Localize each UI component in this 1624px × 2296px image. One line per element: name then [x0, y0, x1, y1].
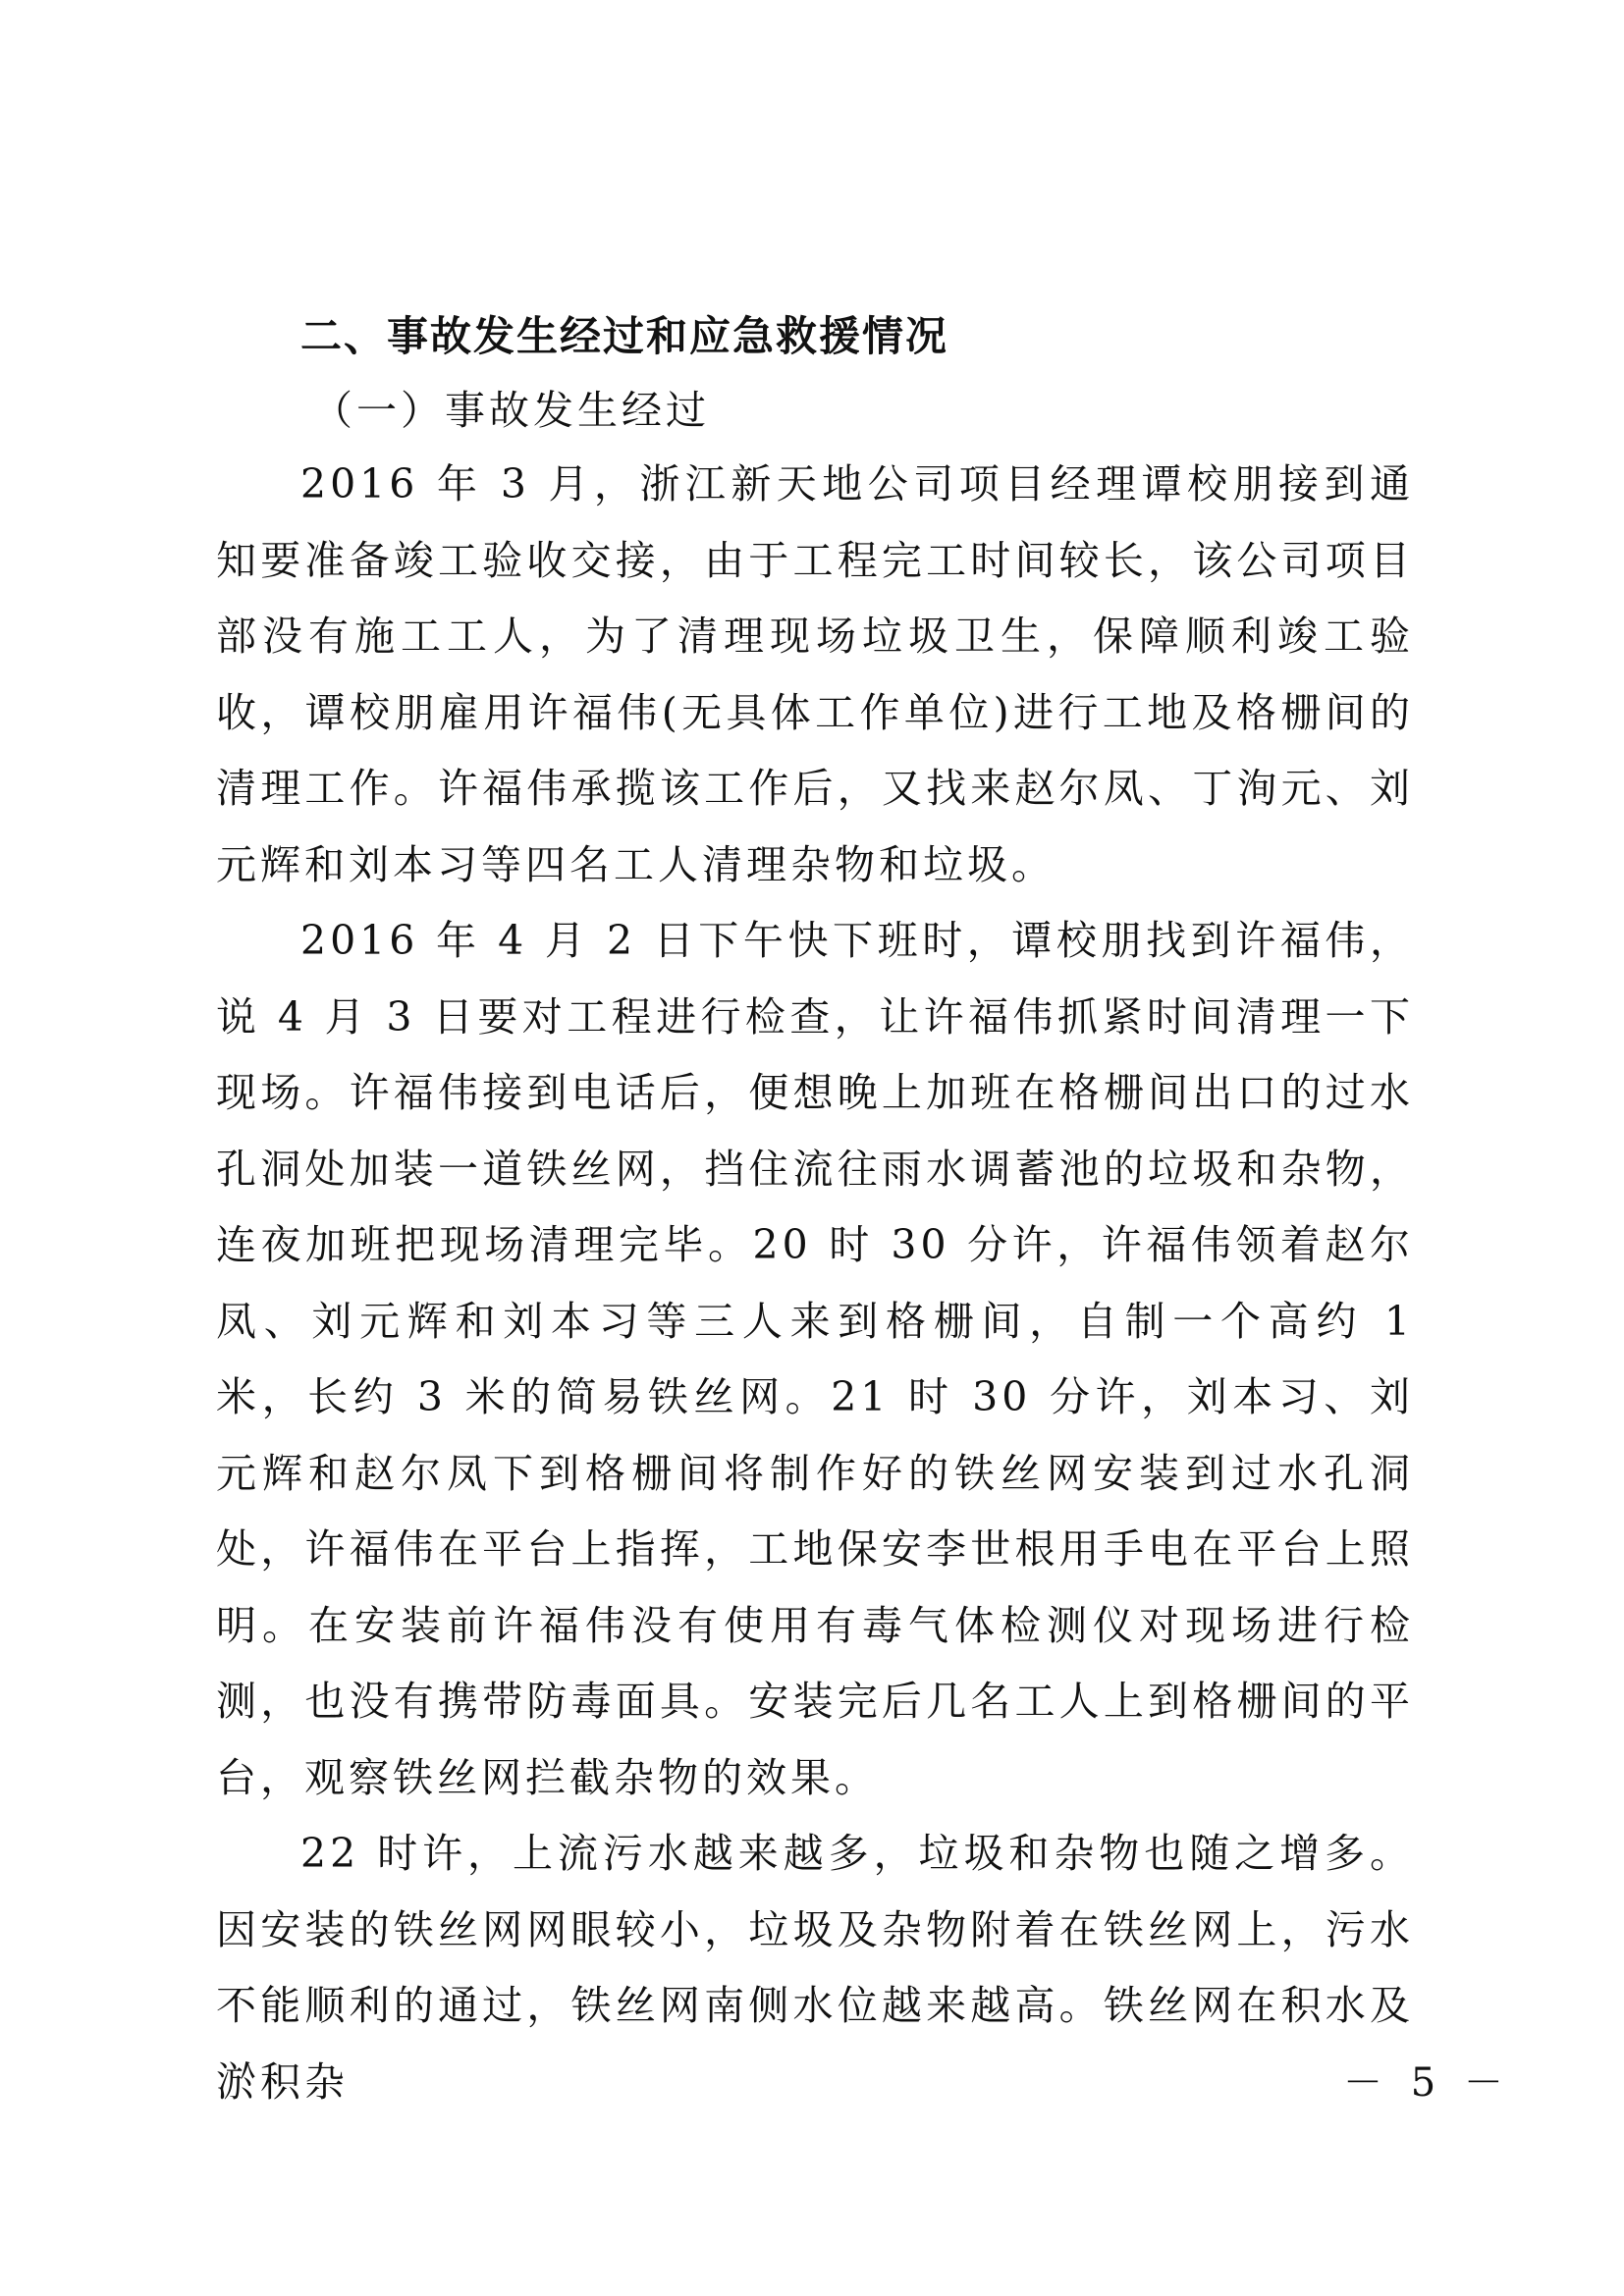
- paragraph-1: 2016 年 3 月，浙江新天地公司项目经理谭校朋接到通知要准备竣工验收交接，由于工程完工时间较长，该公司项目部没有施工工人，为了清理现场垃圾卫生，保障顺利竣工验收，谭校朋雇用许福伟(无具体工作单位)进行工地及格栅间的清理工作。许福伟承揽该工作后，又找来赵尔凤、丁洵元、刘元辉和刘本习等四名工人清理杂物和垃圾。: [216, 460, 1414, 888]
- page-number: － 5 －: [1343, 2060, 1511, 2106]
- subsection-heading: （一）事故发生经过: [312, 387, 710, 434]
- body-text: [216, 447, 1414, 2120]
- paragraph-2: 2016 年 4 月 2 日下午快下班时，谭校朋找到许福伟，说 4 月 3 日要对工程进行检查，让许福伟抓紧时间清理一下现场。许福伟接到电话后，便想晚上加班在格栅间出口的过水孔洞处加装一道铁丝网，挡住流往雨水调蓄池的垃圾和杂物，连夜加班把现场清理完毕。20 时 30 分许，许福伟领着赵尔凤、刘元辉和刘本习等三人来到格栅间，自制一个高约 1 米，长约 3 米的简易铁丝网。21 时 30 分许，刘本习、刘元辉和赵尔凤下到格栅间将制作好的铁丝网安装到过水孔洞处，许福伟在平台上指挥，工地保安李世根用手电在平台上照明。在安装前许福伟没有使用有毒气体检测仪对现场进行检测，也没有携带防毒面具。安装完后几名工人上到格栅间的平台，观察铁丝网拦截杂物的效果。: [216, 917, 1414, 1801]
- section-heading: 二、事故发生经过和应急救援情况: [300, 312, 949, 360]
- paragraph-3: 22 时许，上流污水越来越多，垃圾和杂物也随之增多。因安装的铁丝网网眼较小，垃圾及杂物附着在铁丝网上，污水不能顺利的通过，铁丝网南侧水位越来越高。铁丝网在积水及淤积杂: [216, 1830, 1414, 2106]
